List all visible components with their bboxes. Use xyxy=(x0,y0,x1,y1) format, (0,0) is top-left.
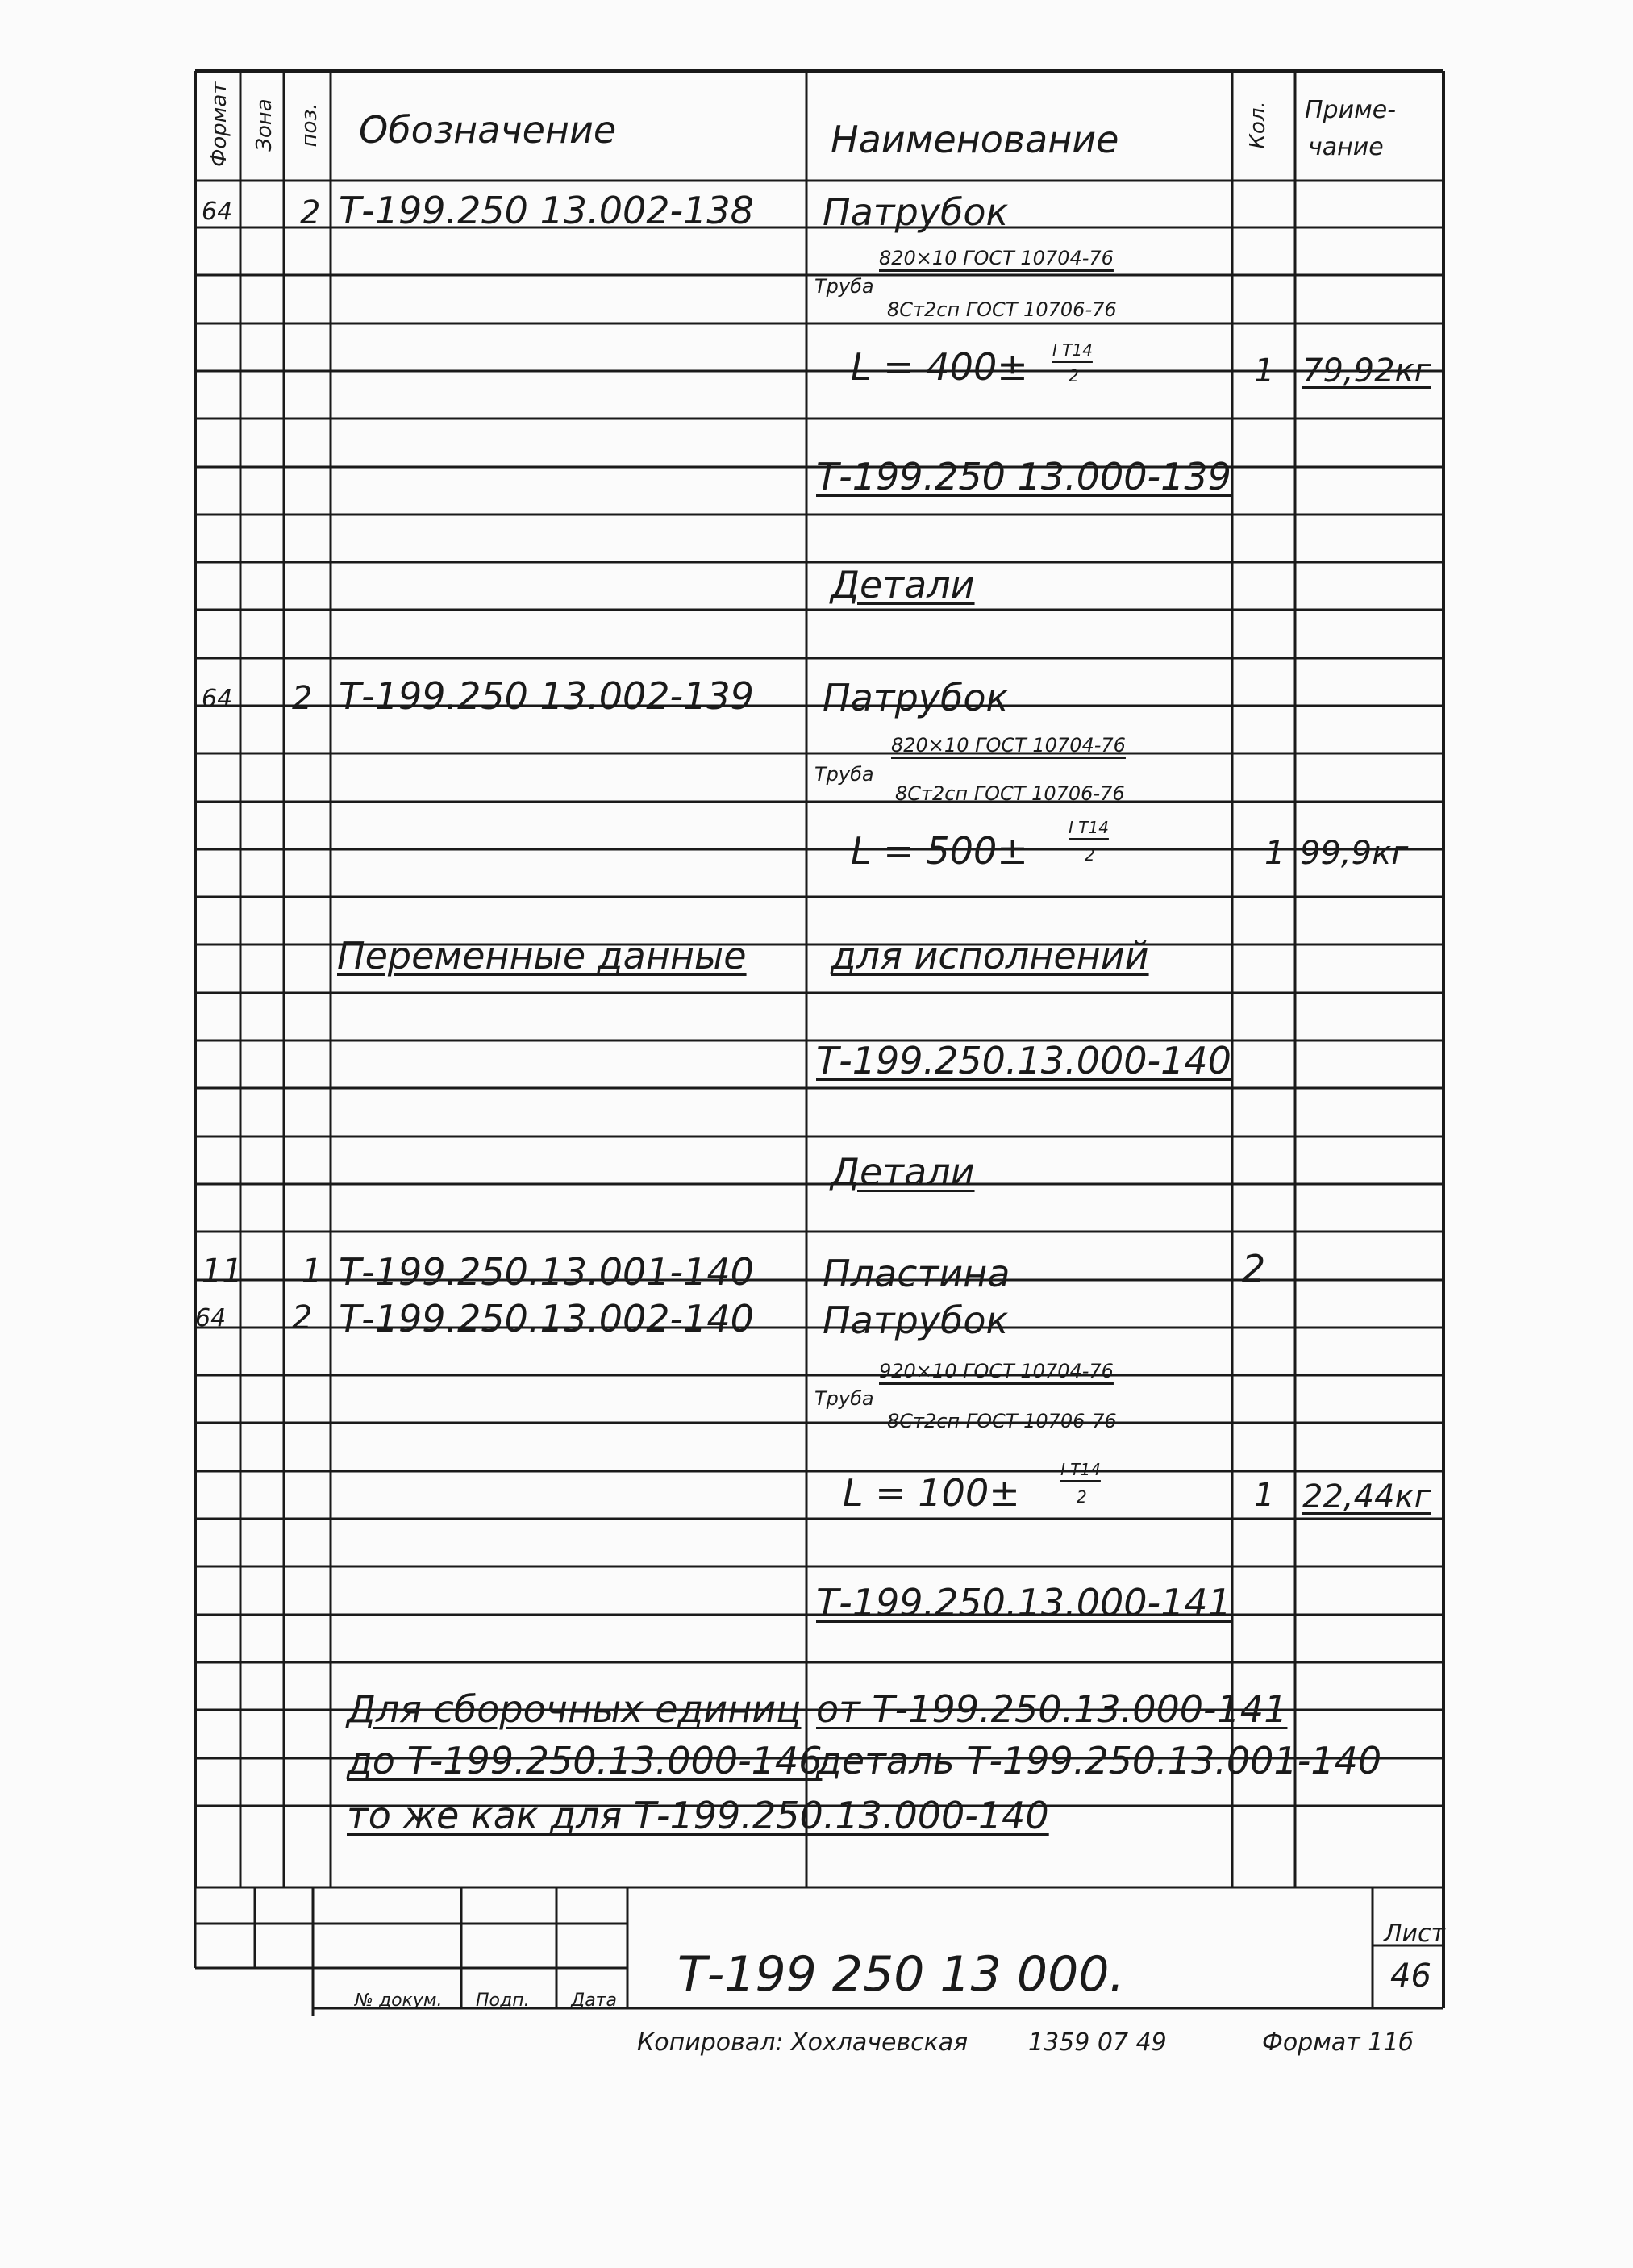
row-15-note: 22,44кг xyxy=(1302,1478,1431,1515)
note-line-3: то же как для Т-199.250.13.000-140 xyxy=(347,1794,1049,1837)
row-2-pipe-denominator: 8Ст2сп ГОСТ 10706-76 xyxy=(887,298,1117,321)
row-12-designation: Т-199.250.13.001-140 xyxy=(339,1250,754,1294)
row-14-pipe-prefix: Труба xyxy=(814,1387,874,1410)
row-3-length: L = 400± xyxy=(851,345,1028,389)
row-14-pipe-denominator: 8Ст2сп ГОСТ 10706-76 xyxy=(887,1410,1117,1432)
title-col-doc: № докум. xyxy=(355,1991,443,2011)
row-5-name: Детали xyxy=(831,563,975,607)
row-15-tol-denominator: 2 xyxy=(1077,1487,1087,1507)
row-12-format: 11 xyxy=(202,1253,243,1290)
row-11-name: Детали xyxy=(831,1150,975,1194)
row-3-note: 79,92кг xyxy=(1302,352,1431,390)
row-6-name: Патрубок xyxy=(823,676,1009,719)
footer-format: Формат 11б xyxy=(1262,2028,1414,2057)
footer-copied-by: Копировал: Хохлачевская xyxy=(637,2028,969,2057)
row-12-pos: 1 xyxy=(302,1253,323,1290)
row-6-pos: 2 xyxy=(292,680,313,717)
header-format: Формат xyxy=(207,81,231,167)
row-3-tol-denominator: 2 xyxy=(1069,366,1079,386)
row-13-name: Патрубок xyxy=(823,1299,1009,1342)
row-9-name: для исполнений xyxy=(831,934,1149,978)
row-8-qty: 1 xyxy=(1264,835,1285,872)
header-qty: Кол. xyxy=(1246,101,1270,149)
row-10-name: Т-199.250.13.000-140 xyxy=(816,1039,1231,1082)
row-8-tol-denominator: 2 xyxy=(1085,845,1095,865)
row-1-pos: 2 xyxy=(300,194,321,231)
row-16-name: Т-199.250.13.000-141 xyxy=(816,1581,1231,1624)
footer-code: 1359 07 49 xyxy=(1028,2028,1167,2057)
row-8-length: L = 500± xyxy=(851,829,1028,873)
row-8-note: 99,9кг xyxy=(1300,835,1409,872)
row-13-format: 64 xyxy=(195,1304,227,1332)
row-13-pos: 2 xyxy=(292,1299,313,1336)
row-4-name: Т-199.250 13.000-139 xyxy=(816,455,1231,498)
row-3-tol-numerator: I Т14 xyxy=(1052,340,1093,360)
title-col-sign: Подп. xyxy=(476,1991,530,2011)
row-13-designation: Т-199.250.13.002-140 xyxy=(339,1297,754,1340)
row-3-qty: 1 xyxy=(1254,352,1275,390)
row-15-tol-numerator: I Т14 xyxy=(1060,1460,1101,1479)
header-pos: поз. xyxy=(298,102,322,148)
note-line-2-right: деталь Т-199.250.13.001-140 xyxy=(816,1739,1382,1782)
title-doc-number: Т-199 250 13 000. xyxy=(677,1946,1125,2003)
row-12-name: Пластина xyxy=(823,1252,1010,1295)
row-7-pipe-numerator: 820×10 ГОСТ 10704-76 xyxy=(891,734,1126,757)
row-2-pipe-prefix: Труба xyxy=(814,275,874,298)
row-1-designation: Т-199.250 13.002-138 xyxy=(339,189,754,232)
title-sheet-number: 46 xyxy=(1390,1957,1431,1995)
note-line-2-left: до Т-199.250.13.000-146 xyxy=(347,1739,823,1782)
title-sheet-label: Лист xyxy=(1384,1920,1446,1948)
header-zone: Зона xyxy=(252,98,277,152)
row-1-format: 64 xyxy=(202,198,233,226)
row-2-pipe-numerator: 820×10 ГОСТ 10704-76 xyxy=(879,247,1114,269)
row-8-tol-numerator: I Т14 xyxy=(1069,818,1109,837)
header-note-2: чание xyxy=(1308,133,1384,161)
row-6-designation: Т-199.250 13.002-139 xyxy=(339,674,754,718)
header-note-1: Приме- xyxy=(1305,96,1397,124)
header-name: Наименование xyxy=(831,118,1119,161)
row-1-name: Патрубок xyxy=(823,190,1009,234)
note-line-1-left: Для сборочных единиц xyxy=(347,1687,802,1731)
row-7-pipe-prefix: Труба xyxy=(814,763,874,786)
row-7-pipe-denominator: 8Ст2сп ГОСТ 10706-76 xyxy=(895,782,1125,805)
header-designation: Обозначение xyxy=(359,108,617,152)
row-15-qty: 1 xyxy=(1254,1477,1275,1514)
row-6-format: 64 xyxy=(202,685,233,713)
note-line-1-right: от Т-199.250.13.000-141 xyxy=(816,1687,1288,1731)
row-9-designation: Переменные данные xyxy=(337,934,747,978)
row-15-length: L = 100± xyxy=(843,1471,1020,1515)
row-14-pipe-numerator: 920×10 ГОСТ 10704-76 xyxy=(879,1360,1114,1382)
row-12-qty: 2 xyxy=(1242,1247,1266,1290)
title-col-date: Дата xyxy=(571,1991,617,2011)
